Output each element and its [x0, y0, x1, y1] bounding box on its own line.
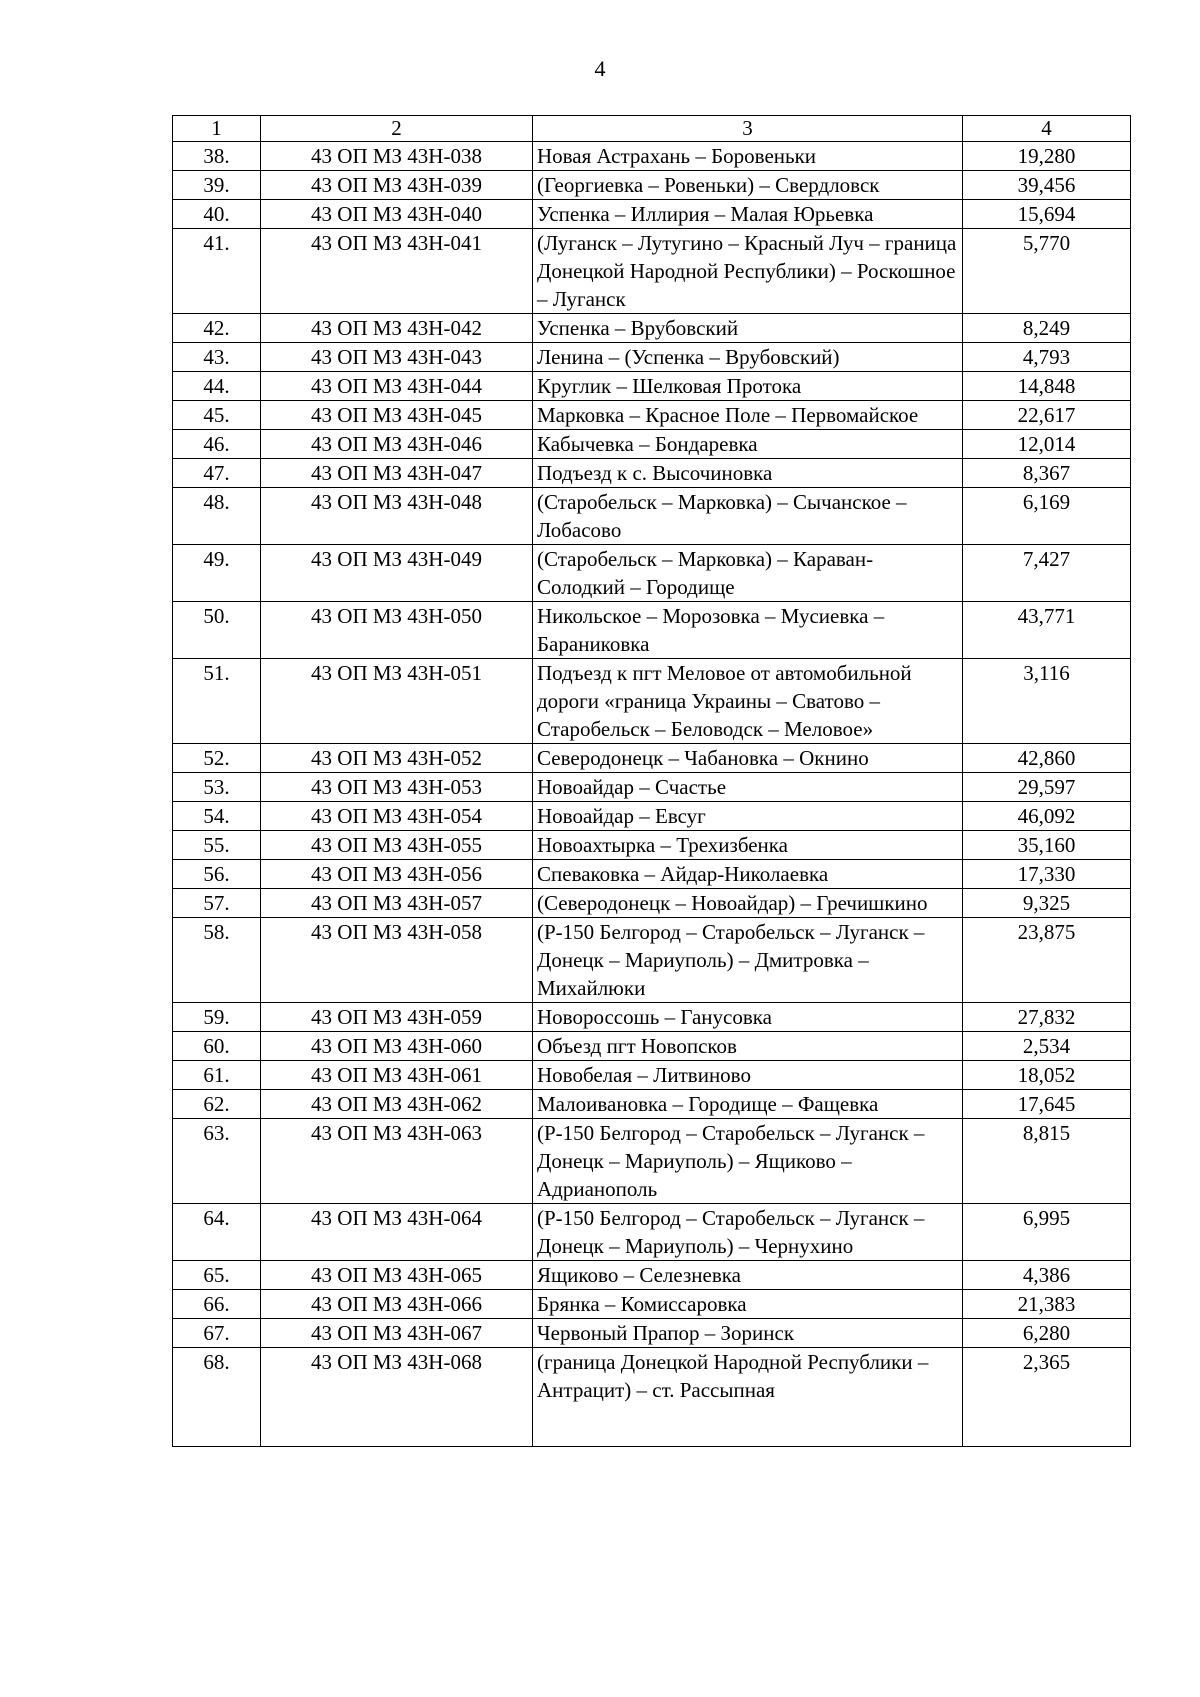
table-row [173, 773, 1131, 802]
road-code: 43 ОП МЗ 43Н-059 [261, 1003, 533, 1032]
header-col-2: 2 [261, 116, 533, 142]
road-length: 2,534 [963, 1032, 1131, 1061]
table-row [173, 488, 1131, 545]
row-number: 41. [173, 229, 261, 314]
road-code: 43 ОП МЗ 43Н-043 [261, 343, 533, 372]
road-code: 43 ОП МЗ 43Н-051 [261, 659, 533, 744]
road-name: (Р-150 Белгород – Старобельск – Луганск – Донецк – Мариуполь) – Чернухино [533, 1204, 963, 1261]
row-number: 38. [173, 142, 261, 171]
road-length: 9,325 [963, 889, 1131, 918]
row-number: 50. [173, 602, 261, 659]
row-number: 42. [173, 314, 261, 343]
road-name: Новая Астрахань – Боровеньки [533, 142, 963, 171]
road-length: 23,875 [963, 918, 1131, 1003]
road-length: 8,249 [963, 314, 1131, 343]
road-length: 8,815 [963, 1119, 1131, 1204]
road-code: 43 ОП МЗ 43Н-063 [261, 1119, 533, 1204]
road-length: 22,617 [963, 401, 1131, 430]
road-code: 43 ОП МЗ 43Н-050 [261, 602, 533, 659]
road-length: 6,169 [963, 488, 1131, 545]
row-number: 46. [173, 430, 261, 459]
road-name: Круглик – Шелковая Протока [533, 372, 963, 401]
road-code: 43 ОП МЗ 43Н-052 [261, 744, 533, 773]
road-name: Брянка – Комиссаровка [533, 1290, 963, 1319]
road-name: Новороссошь – Ганусовка [533, 1003, 963, 1032]
road-code: 43 ОП МЗ 43Н-060 [261, 1032, 533, 1061]
table-row [173, 430, 1131, 459]
road-name: (Луганск – Лутугино – Красный Луч – граница Донецкой Народной Республики) – Роскошное – Луганск [533, 229, 963, 314]
table-row [173, 171, 1131, 200]
table-row [173, 545, 1131, 602]
table-row [173, 1290, 1131, 1319]
road-length: 46,092 [963, 802, 1131, 831]
table-row [173, 1061, 1131, 1090]
road-code: 43 ОП МЗ 43Н-041 [261, 229, 533, 314]
road-code: 43 ОП МЗ 43Н-061 [261, 1061, 533, 1090]
road-length: 43,771 [963, 602, 1131, 659]
table-row [173, 142, 1131, 171]
road-code: 43 ОП МЗ 43Н-056 [261, 860, 533, 889]
road-code: 43 ОП МЗ 43Н-057 [261, 889, 533, 918]
road-length: 15,694 [963, 200, 1131, 229]
road-length: 35,160 [963, 831, 1131, 860]
header-col-4: 4 [963, 116, 1131, 142]
row-number: 53. [173, 773, 261, 802]
table-row [173, 1204, 1131, 1261]
road-name: Кабычевка – Бондаревка [533, 430, 963, 459]
table-row [173, 200, 1131, 229]
road-length: 2,365 [963, 1348, 1131, 1447]
road-length: 18,052 [963, 1061, 1131, 1090]
road-length: 5,770 [963, 229, 1131, 314]
road-code: 43 ОП МЗ 43Н-046 [261, 430, 533, 459]
road-name: (Северодонецк – Новоайдар) – Гречишкино [533, 889, 963, 918]
row-number: 64. [173, 1204, 261, 1261]
road-code: 43 ОП МЗ 43Н-064 [261, 1204, 533, 1261]
road-code: 43 ОП МЗ 43Н-047 [261, 459, 533, 488]
road-length: 42,860 [963, 744, 1131, 773]
road-code: 43 ОП МЗ 43Н-054 [261, 802, 533, 831]
row-number: 51. [173, 659, 261, 744]
road-length: 4,793 [963, 343, 1131, 372]
road-name: (Георгиевка – Ровеньки) – Свердловск [533, 171, 963, 200]
road-name: Успенка – Врубовский [533, 314, 963, 343]
road-code: 43 ОП МЗ 43Н-065 [261, 1261, 533, 1290]
row-number: 44. [173, 372, 261, 401]
row-number: 43. [173, 343, 261, 372]
row-number: 55. [173, 831, 261, 860]
road-length: 17,645 [963, 1090, 1131, 1119]
header-col-1: 1 [173, 116, 261, 142]
road-length: 6,280 [963, 1319, 1131, 1348]
road-code: 43 ОП МЗ 43Н-068 [261, 1348, 533, 1447]
table-row [173, 459, 1131, 488]
road-length: 27,832 [963, 1003, 1131, 1032]
row-number: 49. [173, 545, 261, 602]
table-row [173, 802, 1131, 831]
table-row [173, 831, 1131, 860]
road-length: 4,386 [963, 1261, 1131, 1290]
road-length: 3,116 [963, 659, 1131, 744]
road-name: Успенка – Иллирия – Малая Юрьевка [533, 200, 963, 229]
row-number: 62. [173, 1090, 261, 1119]
table-row [173, 889, 1131, 918]
road-name: Ящиково – Селезневка [533, 1261, 963, 1290]
road-name: Никольское – Морозовка – Мусиевка – Бараниковка [533, 602, 963, 659]
row-number: 61. [173, 1061, 261, 1090]
road-name: (Старобельск – Марковка) – Караван-Солодкий – Городище [533, 545, 963, 602]
row-number: 40. [173, 200, 261, 229]
table-row [173, 314, 1131, 343]
road-code: 43 ОП МЗ 43Н-038 [261, 142, 533, 171]
road-length: 12,014 [963, 430, 1131, 459]
table-row [173, 1119, 1131, 1204]
row-number: 63. [173, 1119, 261, 1204]
road-length: 6,995 [963, 1204, 1131, 1261]
row-number: 47. [173, 459, 261, 488]
road-name: Новоайдар – Счастье [533, 773, 963, 802]
road-code: 43 ОП МЗ 43Н-045 [261, 401, 533, 430]
table-row [173, 744, 1131, 773]
table-row [173, 918, 1131, 1003]
table-row [173, 229, 1131, 314]
road-code: 43 ОП МЗ 43Н-048 [261, 488, 533, 545]
road-length: 8,367 [963, 459, 1131, 488]
road-length: 19,280 [963, 142, 1131, 171]
road-length: 29,597 [963, 773, 1131, 802]
road-code: 43 ОП МЗ 43Н-067 [261, 1319, 533, 1348]
table-row [173, 1261, 1131, 1290]
road-name: Новоайдар – Евсуг [533, 802, 963, 831]
road-name: Подъезд к пгт Меловое от автомобильной дороги «граница Украины – Сватово – Старобельск – Беловодск – Меловое» [533, 659, 963, 744]
row-number: 68. [173, 1348, 261, 1447]
road-code: 43 ОП МЗ 43Н-042 [261, 314, 533, 343]
row-number: 66. [173, 1290, 261, 1319]
table-row [173, 343, 1131, 372]
road-name: (граница Донецкой Народной Республики – Антрацит) – ст. Рассыпная [533, 1348, 963, 1447]
table-header-row [173, 116, 1131, 142]
header-col-3: 3 [533, 116, 963, 142]
road-code: 43 ОП МЗ 43Н-062 [261, 1090, 533, 1119]
road-name: Объезд пгт Новопсков [533, 1032, 963, 1061]
road-name: (Старобельск – Марковка) – Сычанское – Лобасово [533, 488, 963, 545]
row-number: 48. [173, 488, 261, 545]
road-code: 43 ОП МЗ 43Н-044 [261, 372, 533, 401]
table-row [173, 602, 1131, 659]
road-name: Новобелая – Литвиново [533, 1061, 963, 1090]
row-number: 59. [173, 1003, 261, 1032]
road-name: (Р-150 Белгород – Старобельск – Луганск – Донецк – Мариуполь) – Ящиково – Адрианополь [533, 1119, 963, 1204]
page-number: 4 [594, 56, 606, 81]
road-name: (Р-150 Белгород – Старобельск – Луганск – Донецк – Мариуполь) – Дмитровка – Михайлюки [533, 918, 963, 1003]
row-number: 39. [173, 171, 261, 200]
road-code: 43 ОП МЗ 43Н-049 [261, 545, 533, 602]
road-code: 43 ОП МЗ 43Н-066 [261, 1290, 533, 1319]
road-length: 14,848 [963, 372, 1131, 401]
row-number: 45. [173, 401, 261, 430]
row-number: 56. [173, 860, 261, 889]
table-row [173, 401, 1131, 430]
row-number: 58. [173, 918, 261, 1003]
row-number: 60. [173, 1032, 261, 1061]
row-number: 67. [173, 1319, 261, 1348]
road-length: 21,383 [963, 1290, 1131, 1319]
table-row [173, 659, 1131, 744]
road-length: 39,456 [963, 171, 1131, 200]
row-number: 65. [173, 1261, 261, 1290]
road-name: Спеваковка – Айдар-Николаевка [533, 860, 963, 889]
road-name: Подъезд к с. Высочиновка [533, 459, 963, 488]
road-length: 7,427 [963, 545, 1131, 602]
road-code: 43 ОП МЗ 43Н-055 [261, 831, 533, 860]
road-code: 43 ОП МЗ 43Н-040 [261, 200, 533, 229]
row-number: 54. [173, 802, 261, 831]
road-name: Ленина – (Успенка – Врубовский) [533, 343, 963, 372]
table-row [173, 860, 1131, 889]
road-name: Северодонецк – Чабановка – Окнино [533, 744, 963, 773]
table-row [173, 1348, 1131, 1447]
road-name: Новоахтырка – Трехизбенка [533, 831, 963, 860]
road-code: 43 ОП МЗ 43Н-039 [261, 171, 533, 200]
row-number: 52. [173, 744, 261, 773]
table-row [173, 1032, 1131, 1061]
table-row [173, 1003, 1131, 1032]
roads-table [172, 115, 1131, 1447]
row-number: 57. [173, 889, 261, 918]
road-name: Червоный Прапор – Зоринск [533, 1319, 963, 1348]
road-code: 43 ОП МЗ 43Н-053 [261, 773, 533, 802]
table-body [173, 142, 1131, 1447]
table-row [173, 372, 1131, 401]
road-name: Марковка – Красное Поле – Первомайское [533, 401, 963, 430]
road-name: Малоивановка – Городище – Фащевка [533, 1090, 963, 1119]
road-length: 17,330 [963, 860, 1131, 889]
table-row [173, 1319, 1131, 1348]
road-code: 43 ОП МЗ 43Н-058 [261, 918, 533, 1003]
table-row [173, 1090, 1131, 1119]
